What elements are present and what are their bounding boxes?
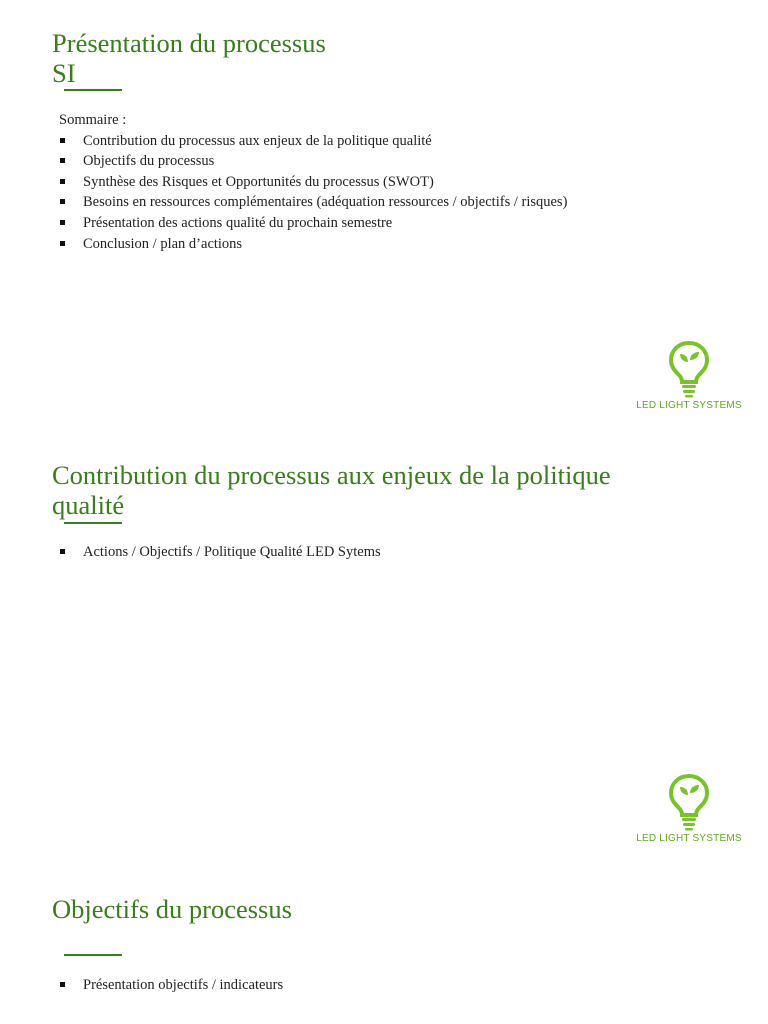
list-item	[59, 172, 567, 193]
slide-3	[0, 866, 768, 1024]
slide-title: Objectifs du processus	[52, 894, 292, 924]
title-underline	[64, 954, 122, 956]
slide-2	[0, 433, 768, 866]
bullet-list	[59, 131, 567, 255]
bullet-icon	[60, 179, 65, 184]
lightbulb-leaf-icon	[667, 773, 711, 831]
bullet-icon	[60, 982, 65, 987]
list-item	[59, 542, 381, 563]
list-item-text: Besoins en ressources complémentaires (adéquation ressources / objectifs / risques)	[83, 194, 568, 211]
title-underline	[64, 89, 122, 91]
bullet-icon	[60, 549, 65, 554]
summary-label: Sommaire :	[59, 112, 127, 128]
list-item-text: Synthèse des Risques et Opportunités du processus (SWOT)	[83, 173, 434, 190]
logo-text: LED LIGHT SYSTEMS	[636, 833, 742, 844]
bullet-icon	[60, 199, 65, 204]
company-logo	[628, 771, 750, 851]
slide-1	[0, 0, 768, 433]
slide-content	[59, 110, 567, 254]
company-logo	[628, 338, 750, 418]
logo-text: LED LIGHT SYSTEMS	[636, 400, 742, 411]
list-item-text: Actions / Objectifs / Politique Qualité LED Sytems	[83, 544, 381, 560]
list-item	[59, 192, 567, 213]
list-item-text: Conclusion / plan d’actions	[83, 235, 243, 252]
list-item	[59, 234, 567, 255]
list-item-text: Objectifs du processus	[83, 153, 215, 170]
list-item	[59, 213, 567, 234]
slide-content	[59, 542, 381, 563]
list-item	[59, 151, 567, 172]
bullet-icon	[60, 241, 65, 246]
list-item	[59, 131, 567, 152]
bullet-icon	[60, 158, 65, 163]
slide-title: Contribution du processus aux enjeux de la politique qualité	[52, 460, 611, 520]
lightbulb-leaf-icon	[667, 340, 711, 398]
slide-title: Présentation du processus SI	[52, 28, 326, 88]
bullet-list	[59, 975, 283, 996]
list-item-text: Présentation objectifs / indicateurs	[83, 977, 284, 993]
list-item-text: Contribution du processus aux enjeux de la politique qualité	[83, 132, 432, 149]
slide-content	[59, 975, 283, 996]
title-underline	[64, 522, 122, 524]
bullet-icon	[60, 138, 65, 143]
bullet-icon	[60, 220, 65, 225]
list-item	[59, 975, 283, 996]
bullet-list	[59, 542, 381, 563]
list-item-text: Présentation des actions qualité du prochain semestre	[83, 214, 393, 231]
